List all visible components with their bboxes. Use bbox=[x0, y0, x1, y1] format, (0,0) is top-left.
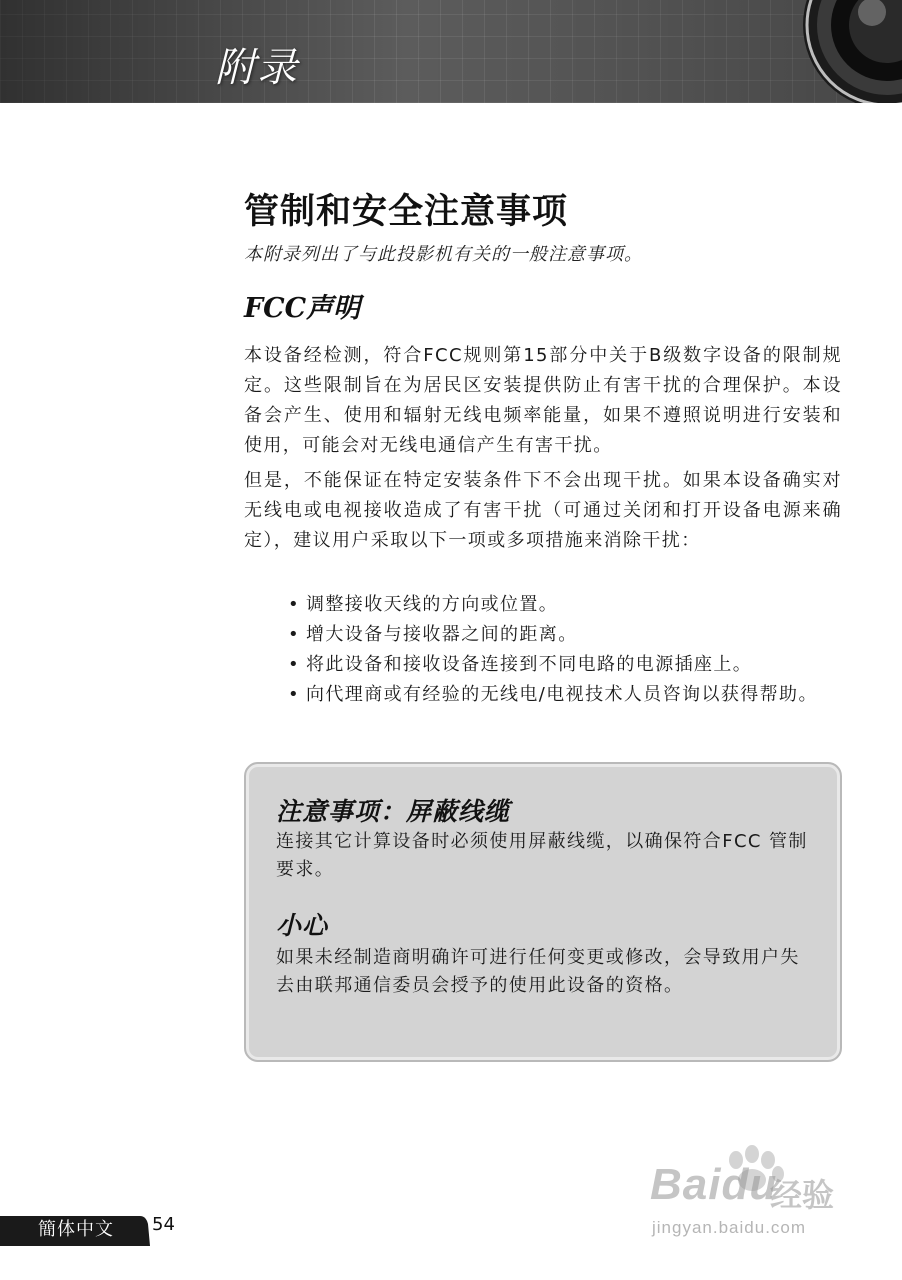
header-title: 附录 bbox=[215, 45, 299, 91]
list-item-text: 将此设备和接收设备连接到不同电路的电源插座上。 bbox=[306, 654, 753, 675]
note-text-caution: 如果未经制造商明确许可进行任何变更或修改，会导致用户失去由联邦通信委员会授予的使用此设备的资格。 bbox=[276, 947, 800, 996]
measures-list bbox=[284, 590, 842, 710]
page-number: 54 bbox=[152, 1214, 175, 1235]
bullet-icon: • bbox=[288, 684, 301, 705]
footer-language: 簡体中文 bbox=[38, 1219, 114, 1240]
watermark-cn: 经验 bbox=[770, 1176, 835, 1214]
list-item-text: 向代理商或有经验的无线电/电视技术人员咨询以获得帮助。 bbox=[306, 684, 818, 705]
projector-lens-icon bbox=[802, 0, 902, 103]
list-item bbox=[284, 620, 842, 650]
fcc-heading: FCC声明 bbox=[244, 293, 361, 324]
bullet-icon: • bbox=[288, 624, 301, 645]
note-heading-caution: 小心 bbox=[276, 911, 329, 940]
watermark-brand: Baidu bbox=[650, 1160, 778, 1209]
note-text-shielded-cables: 连接其它计算设备时必须使用屏蔽线缆，以确保符合FCC 管制要求。 bbox=[276, 831, 808, 880]
list-item-text: 增大设备与接收器之间的距离。 bbox=[306, 624, 578, 645]
list-item bbox=[284, 590, 842, 620]
section-subtitle: 本附录列出了与此投影机有关的一般注意事项。 bbox=[244, 244, 643, 265]
list-item bbox=[284, 680, 842, 710]
note-heading-shielded-cables: 注意事项：屏蔽线缆 bbox=[276, 797, 511, 826]
fcc-paragraph-2: 但是，不能保证在特定安装条件下不会出现干扰。如果本设备确实对无线电或电视接收造成了有害干扰（可通过关闭和打开设备电源来确定），建议用户采取以下一项或多项措施来消除干扰： bbox=[244, 470, 842, 551]
bullet-icon: • bbox=[288, 594, 301, 615]
watermark-url: jingyan.baidu.com bbox=[652, 1218, 807, 1237]
list-item-text: 调整接收天线的方向或位置。 bbox=[306, 594, 559, 615]
section-title: 管制和安全注意事项 bbox=[244, 192, 569, 232]
list-item bbox=[284, 650, 842, 680]
header-banner bbox=[0, 0, 902, 103]
fcc-paragraph-1: 本设备经检测，符合FCC规则第15部分中关于B级数字设备的限制规定。这些限制旨在为居民区安装提供防止有害干扰的合理保护。本设备会产生、使用和辐射无线电频率能量，如果不遵照说明进行安装和使用，可能会对无线电通信产生有害干扰。 bbox=[244, 345, 842, 456]
note-box bbox=[244, 762, 842, 1062]
bullet-icon: • bbox=[288, 654, 301, 675]
